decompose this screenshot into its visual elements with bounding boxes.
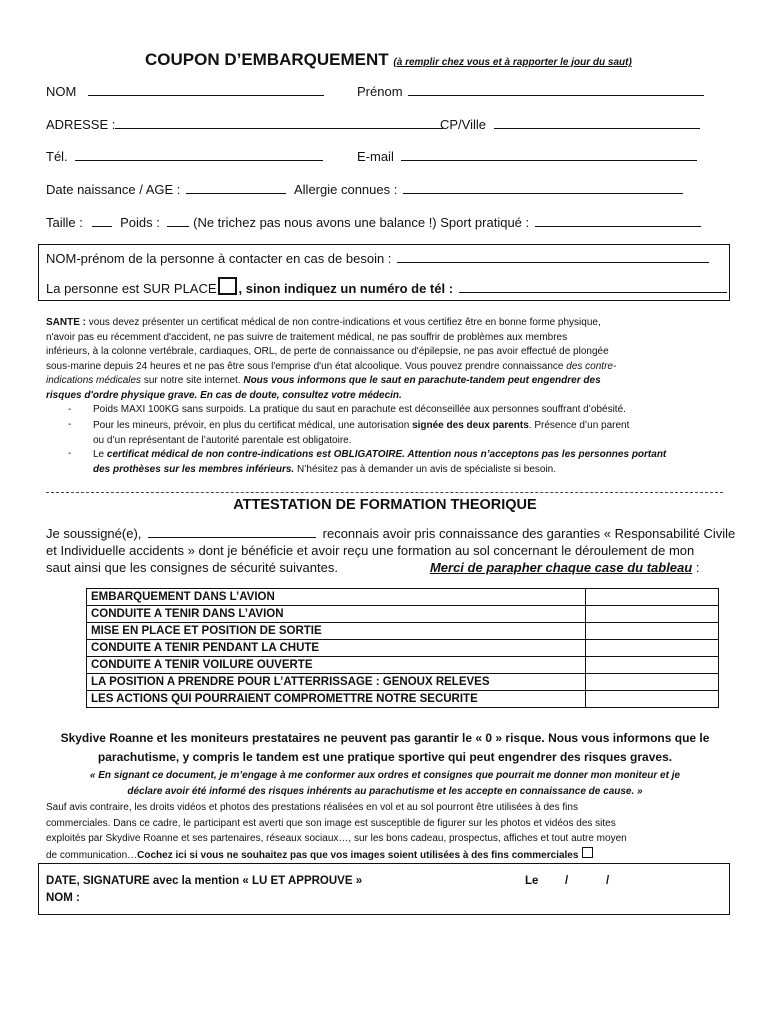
allergie-label: Allergie connues : [294, 182, 398, 197]
table-row [87, 674, 719, 691]
adresse-row [46, 117, 443, 132]
attestation-line: Je soussigné(e), [46, 526, 142, 541]
allergie-field[interactable] [403, 182, 683, 194]
sante-text: n'avoir pas eu récemment d'accident, ne pas suivre de traitement médical, ne pas souffrir de problèmes aux membres [46, 331, 568, 343]
cpville-field[interactable] [494, 117, 700, 129]
table-row [87, 623, 719, 640]
engagement-quote [0, 768, 770, 800]
quote-line: déclare avoir été informé des risques inhérents au parachutisme et les accepte en connaissance de cause. » [127, 786, 643, 797]
bullet-text: des prothèses sur les membres inférieurs. [93, 463, 295, 475]
separator [46, 492, 723, 493]
tel-row [46, 149, 323, 164]
taille-label: Taille : [46, 215, 83, 230]
table-row [87, 589, 719, 606]
image-rights [46, 800, 627, 863]
attestation-line: reconnais avoir pris connaissance des garanties « Responsabilité Civile [322, 526, 736, 541]
risk-line: parachutisme, y compris le tandem est une pratique sportive qui peut engendrer des risques graves. [97, 750, 673, 764]
table-row [87, 606, 719, 623]
bullet-poids: Poids MAXI 100KG sans surpoids. La pratique du saut en parachute est déconseillée aux personnes souffrant d’obésité. [93, 404, 626, 415]
table-row [87, 657, 719, 674]
bullet-mineurs [93, 419, 629, 448]
cpville-row [440, 117, 700, 132]
sante-warning: risques d'ordre physique grave. En cas de doute, consultez votre médecin. [46, 389, 402, 401]
naissance-label: Date naissance / AGE : [46, 182, 181, 197]
formation-item: CONDUITE A TENIR PENDANT LA CHUTE [87, 640, 586, 657]
formation-item: LA POSITION A PRENDRE POUR L’ATTERRISSAGE : GENOUX RELEVES [87, 674, 586, 691]
tel-field[interactable] [75, 149, 323, 161]
sur-place-label: La personne est SUR PLACE [46, 281, 217, 296]
attestation-line: et Individuelle accidents » dont je bénéficie et avoir reçu une formation au sol concernant le déroulement de mon [46, 543, 695, 558]
sante-section [46, 316, 616, 404]
attestation-title: ATTESTATION DE FORMATION THEORIQUE [233, 497, 537, 513]
sport-label: (Ne trichez pas nous avons une balance !) Sport pratiqué : [193, 215, 530, 230]
nom-row [46, 84, 324, 99]
risk-statement [0, 729, 770, 767]
attestation-text [46, 525, 735, 576]
soussigne-field[interactable] [148, 526, 316, 538]
poids-field[interactable] [167, 215, 189, 227]
bullet-text: signée des deux parents [412, 420, 529, 431]
contact-phone-field[interactable] [459, 281, 727, 293]
taille-row [46, 215, 701, 230]
nom-label: NOM [46, 84, 77, 99]
paraphe-cell[interactable] [586, 674, 719, 691]
sante-text: indications médicales [46, 375, 142, 387]
formation-item: MISE EN PLACE ET POSITION DE SORTIE [87, 623, 586, 640]
bullet-text: ou d’un représentant de l’autorité parentale est obligatoire. [93, 434, 352, 446]
bullet-text: Le [93, 449, 105, 460]
tel-label: Tél. [46, 149, 68, 164]
adresse-field[interactable] [115, 117, 443, 129]
bullet-text: certificat médical de non contre-indications est OBLIGATOIRE. Attention nous n’acceptons pas les personnes portant [106, 449, 667, 460]
subtitle: (à remplir chez vous et à rapporter le jour du saut) [393, 57, 632, 68]
formation-table [86, 588, 719, 708]
contact-label: NOM-prénom de la personne à contacter en cas de besoin : [46, 251, 392, 266]
naissance-row [46, 182, 286, 197]
sante-text: sous-marine depuis 24 heures et ne pas être sous l'emprise d'un état alcoolique. Vous pouvez prendre connaissance [46, 360, 564, 372]
paraphe-cell[interactable] [586, 657, 719, 674]
date-slash: / [606, 875, 610, 887]
formation-item: CONDUITE A TENIR DANS L’AVION [87, 606, 586, 623]
paraphe-cell[interactable] [586, 640, 719, 657]
phone-label: , sinon indiquez un numéro de tél : [238, 281, 454, 296]
taille-field[interactable] [92, 215, 112, 227]
bullet-text: N’hésitez pas à demander un avis de spécialiste si besoin. [296, 463, 557, 475]
sante-text: des contre- [566, 360, 617, 372]
sante-warning: Nous vous informons que le saut en parachute-tandem peut engendrer des [243, 375, 601, 387]
bullet-certificat [93, 448, 666, 477]
signature-nom-label: NOM : [46, 892, 80, 904]
contact-row-2 [46, 277, 727, 296]
bullet-dash: - [68, 404, 72, 415]
contact-field[interactable] [397, 251, 709, 263]
sport-field[interactable] [535, 215, 701, 227]
attestation-line: saut ainsi que les consignes de sécurité suivantes. [46, 560, 338, 575]
naissance-field[interactable] [186, 182, 286, 194]
quote-line: « En signant ce document, je m’engage à me conformer aux ordres et consignes que pourrait me donner mon moniteur et je [89, 770, 681, 781]
prenom-row [357, 84, 704, 99]
date-slash: / [565, 875, 569, 887]
image-rights-line: exploités par Skydive Roanne et ses partenaires, réseaux sociaux…, sur les bons cadeau, prospectus, affiches et tout autre moyen [46, 833, 627, 845]
poids-label: Poids : [120, 215, 160, 230]
signature-label: DATE, SIGNATURE avec la mention « LU ET APPROUVE » [46, 875, 363, 887]
adresse-label: ADRESSE : [46, 117, 116, 132]
email-row [357, 149, 697, 164]
paraphe-colon: : [695, 560, 700, 575]
prenom-label: Prénom [357, 84, 403, 99]
date-label: Le [525, 875, 539, 887]
formation-item: CONDUITE A TENIR VOILURE OUVERTE [87, 657, 586, 674]
signature-box [38, 863, 730, 915]
formation-item: LES ACTIONS QUI POURRAIENT COMPROMETTRE NOTRE SECURITE [87, 691, 586, 708]
image-rights-line: commerciales. Dans ce cadre, le participant est averti que son image est susceptible de figurer sur les photos et vidéos des sites [46, 817, 616, 829]
table-row [87, 691, 719, 708]
title-text: COUPON D’EMBARQUEMENT [145, 50, 389, 69]
prenom-field[interactable] [408, 84, 704, 96]
bullet-dash: - [68, 419, 72, 430]
bullet-text: . Présence d’un parent [528, 420, 630, 431]
contact-row-1 [46, 251, 709, 266]
nom-field[interactable] [88, 84, 324, 96]
email-field[interactable] [401, 149, 697, 161]
paraphe-cell[interactable] [586, 623, 719, 640]
image-rights-line: Sauf avis contraire, les droits vidéos et photos des prestations réalisées en vol et au sol pourront être utilisées à des fins [46, 802, 578, 813]
page-title [145, 50, 632, 70]
sante-text: inférieurs, à la colonne vertébrale, cardiaques, ORL, de perte de connaissance ou d'épilepsie, ne pas avoir effectué de plongée [46, 346, 609, 358]
image-optout-label: Cochez ici si vous ne souhaitez pas que vos images soient utilisées à des fins commerciales [137, 849, 579, 861]
paraphe-cell[interactable] [586, 691, 719, 708]
cpville-label: CP/Ville [440, 117, 487, 132]
sur-place-checkbox[interactable] [218, 277, 237, 295]
table-row [87, 640, 719, 657]
sante-label: SANTE : [46, 317, 86, 328]
paraphe-cell[interactable] [586, 589, 719, 606]
bullet-text: Pour les mineurs, prévoir, en plus du certificat médical, une autorisation [93, 420, 410, 431]
paraphe-cell[interactable] [586, 606, 719, 623]
sante-text: sur notre site internet. [143, 375, 241, 387]
sante-text: vous devez présenter un certificat médical de non contre-indications et vous certifiez être en bonne forme physique, [88, 317, 601, 328]
paraphe-instruction: Merci de parapher chaque case du tableau [429, 560, 693, 575]
image-rights-line: de communication… [46, 849, 138, 861]
email-label: E-mail [357, 149, 394, 164]
formation-item: EMBARQUEMENT DANS L’AVION [87, 589, 586, 606]
bullet-dash: - [68, 448, 72, 459]
risk-line: Skydive Roanne et les moniteurs prestataires ne peuvent pas garantir le « 0 » risque. Nous vous informons que le [60, 731, 710, 745]
allergie-row [294, 182, 683, 197]
image-optout-checkbox[interactable] [582, 847, 593, 858]
